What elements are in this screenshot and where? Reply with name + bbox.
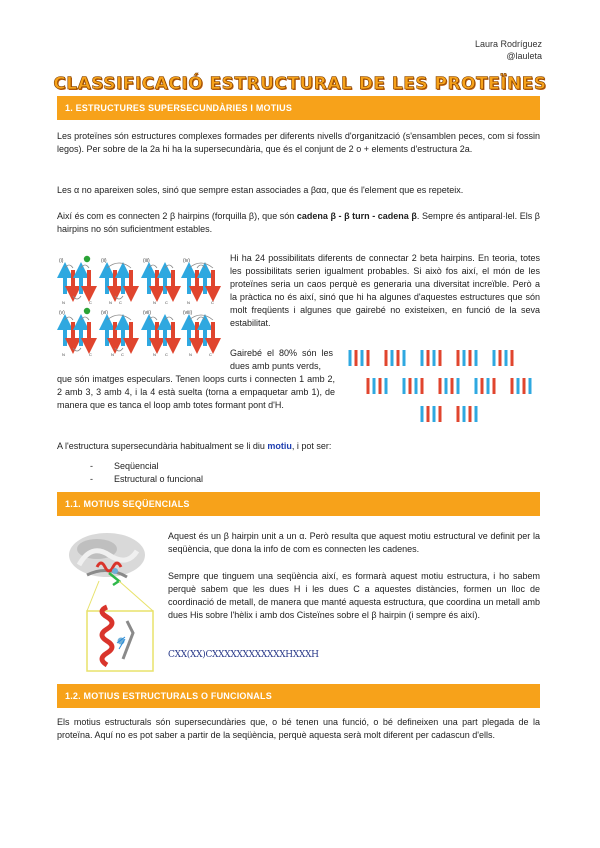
topology-small: [494, 350, 512, 366]
motif-text-end: , i pot ser:: [291, 441, 332, 451]
svg-text:(vi): (vi): [101, 310, 108, 316]
paragraph-structural-motifs: Els motius estructurals són supersecundàries que, o bé tenen una funció, o bé defineixen una part plegada de la proteïna. Aquí no es pot saber a partir de la seqüència, perquè aquesta serà molt diferent per cadascun d'ells.: [57, 717, 540, 740]
motif-text-start: A l'estructura supersecundària habitualment se li diu: [57, 441, 268, 451]
topology-small: [512, 378, 530, 394]
svg-text:N: N: [109, 300, 112, 305]
svg-text:N: N: [187, 300, 190, 305]
svg-text:N: N: [62, 300, 65, 305]
svg-text:N: N: [111, 352, 114, 357]
hairpin-bold: cadena β - β turn - cadena β: [296, 211, 417, 221]
svg-text:C: C: [119, 300, 122, 305]
svg-text:C: C: [209, 352, 212, 357]
topology-small: [404, 378, 422, 394]
svg-text:N: N: [62, 352, 65, 357]
topology-small: [458, 406, 476, 422]
paragraph-alpha: Les α no apareixen soles, sinó que sempre estan associades a βαα, que és l'element que es repeteix.: [57, 185, 464, 195]
hairpin-text-start: Així és com es connecten 2 β hairpins (forquilla β), que són: [57, 211, 297, 221]
section-heading-1-1: 1.1. MOTIUS SEQÜENCIALS: [57, 492, 540, 516]
svg-text:(v): (v): [59, 310, 65, 316]
topology-v: [59, 310, 92, 357]
motif-term: motiu: [267, 441, 292, 451]
hairpin-topologies-figure: [57, 252, 223, 360]
paragraph-hairpins: [57, 210, 540, 236]
paragraph-seq-explanation: Sempre que tinguem una seqüència així, es formarà aquest motiu estructura, i ho sabem perquè sabem que les dues H i les dues C a aquestes distàncies, formen un lloc de coordinació de metall, de manera que manté aquesta estructura, que coordina un metall amb dues His sobre l'hèlix i amb dos Cisteïnes sobre el β hairpin (i sempre és així).: [168, 571, 540, 620]
topology-small: [350, 350, 368, 366]
section-heading-1: 1. ESTRUCTURES SUPERSECUNDÀRIES I MOTIUS: [57, 96, 540, 120]
topology-label: (i): [59, 258, 64, 264]
topology-small: [440, 378, 458, 394]
topology-small: [386, 350, 404, 366]
topology-group: [59, 256, 214, 357]
topology-iii: [143, 258, 173, 305]
topology-small: [458, 350, 476, 366]
topology-small: [422, 406, 440, 422]
hairpin-text-end: . Sempre és antiparal·lel. Els β hairpins no són suficientment estables.: [57, 211, 540, 234]
svg-text:C: C: [165, 300, 168, 305]
author-block: [475, 38, 542, 62]
topology-vi: [101, 310, 131, 357]
topology-small: [422, 350, 440, 366]
svg-text:C: C: [89, 300, 92, 305]
paragraph-green-dots: Gairebé el 80% són les dues amb punts verds,: [230, 348, 333, 371]
zinc-finger-structure-image: [57, 525, 161, 673]
page-title: CLASSIFICACIÓ ESTRUCTURAL DE LES PROTEÏNES: [53, 74, 547, 94]
topology-i: [59, 258, 92, 305]
topology-viii: [183, 310, 213, 357]
topology-vii: [143, 310, 173, 357]
author-name: Laura Rodríguez: [474, 39, 542, 49]
svg-text:C: C: [89, 352, 92, 357]
list-item: - Seqüencial: [90, 460, 203, 473]
svg-text:N: N: [153, 300, 156, 305]
svg-text:N: N: [153, 352, 156, 357]
paragraph-intro: Les proteïnes són estructures complexes formades per diferents nivells d'organització (s'ensamblen peces, com si fossin legos). Per sobre de la 2a hi ha la supersecundària, que és el conjunt de 2 o + elements d'estructura 2a.: [57, 131, 540, 154]
svg-text:(ii): (ii): [101, 258, 107, 264]
green-dot: [84, 256, 90, 262]
topology-small: [476, 378, 494, 394]
protein-overview: [69, 533, 145, 585]
section-heading-1-2: 1.2. MOTIUS ESTRUCTURALS O FUNCIONALS: [57, 684, 540, 708]
paragraph-seq-motif: Aquest és un β hairpin unit a un α. Però resulta que aquest motiu estructural ve definit per la seqüència, que dona la info de com es connecten les cadenes.: [168, 531, 540, 554]
svg-text:N: N: [189, 352, 192, 357]
author-handle: @lauleta: [506, 51, 542, 61]
svg-text:C: C: [165, 352, 168, 357]
green-dot: [84, 308, 90, 314]
svg-text:C: C: [211, 300, 214, 305]
sequence-pattern: CXX(XX)CXXXXXXXXXXXXHXXXH: [168, 650, 319, 660]
svg-text:(iv): (iv): [183, 258, 190, 264]
svg-text:(vii): (vii): [143, 310, 152, 316]
svg-text:(iii): (iii): [143, 258, 150, 264]
topology-small: [368, 378, 386, 394]
motif-type-list: [90, 460, 203, 486]
paragraph-possibilities: Hi ha 24 possibilitats diferents de connectar 2 beta hairpins. En teoria, totes les possibilitats serien igualment probables. Si això fos així, el món de les proteïnes seria un caos perquè es generaria una diversitat increïble. Però a la pràctica no és així, sinó que hi ha algunes d'aquestes estructures que són molt freqüents i algunes que gairebé no existeixen, en funció de la seva estabilitat.: [230, 253, 540, 328]
svg-text:C: C: [121, 352, 124, 357]
paragraph-mirror: que són imatges especulars. Tenen loops curts i connecten 1 amb 2, 2 amb 3, 3 amb 4, i la 4 està suelta (torna a empaquetar amb 1), de manera que es tanca el loop amb totes formant pont d'H.: [57, 374, 335, 410]
frequent-topologies-figure: [340, 344, 540, 430]
paragraph-motif: [57, 440, 540, 453]
list-item: - Estructural o funcional: [90, 473, 203, 486]
topology-ii: [101, 258, 131, 305]
svg-text:(viii): (viii): [183, 310, 193, 316]
topology-iv: [183, 258, 214, 305]
